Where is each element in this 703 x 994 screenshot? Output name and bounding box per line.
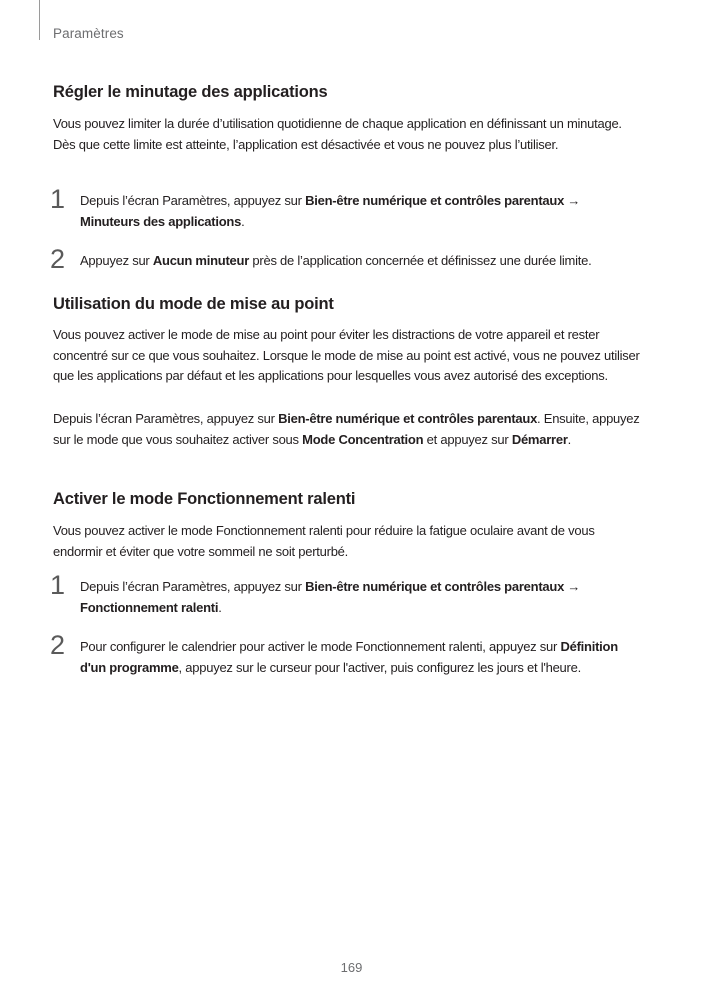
step-number: 2 <box>50 630 66 660</box>
section-intro-focus-mode: Vous pouvez activer le mode de mise au point pour éviter les distractions de votre appareil et rester concentré sur ce que vous souhaitez. Lorsque le mode de mise au point est activé, vous ne pouvez utiliser que les applications par défaut et les applications pour lesquelles vous avez autorisé des exceptions. <box>53 327 640 383</box>
section-title-bedtime-mode: Activer le mode Fonctionnement ralenti <box>53 490 356 508</box>
step-text: Depuis l’écran Paramètres, appuyez sur Bien-être numérique et contrôles parentaux → Fonctionnement ralenti. <box>80 579 581 615</box>
step-text: Pour configurer le calendrier pour activer le mode Fonctionnement ralenti, appuyez sur Définition d'un programme, appuyez sur le curseur pour l'activer, puis configurez les jours et l'heure. <box>80 639 618 675</box>
ui-label-focus-mode: Mode Concentration <box>302 431 424 447</box>
ui-label-app-timers: Minuteurs des applications <box>80 213 242 229</box>
ui-label-bedtime-mode: Fonctionnement ralenti <box>80 599 219 615</box>
header-rule <box>39 0 40 40</box>
section-para-focus-mode: Depuis l’écran Paramètres, appuyez sur Bien-être numérique et contrôles parentaux. Ensuite, appuyez sur le mode que vous souhaitez activer sous Mode Concentration et appuyez sur Démarrer. <box>53 411 640 447</box>
section-title-app-timers: Régler le minutage des applications <box>53 83 328 101</box>
ui-label-set-schedule: Définition d'un programme <box>80 639 618 675</box>
step-text: Appuyez sur Aucun minuteur près de l’application concernée et définissez une durée limite. <box>80 253 592 268</box>
running-header: Paramètres <box>53 26 124 41</box>
ui-label-start: Démarrer <box>511 431 568 447</box>
step-number: 1 <box>50 570 66 600</box>
ui-label-digital-wellbeing: Bien-être numérique et contrôles parentaux <box>305 193 565 208</box>
step-text: Depuis l’écran Paramètres, appuyez sur Bien-être numérique et contrôles parentaux → Minuteurs des applications. <box>80 193 581 229</box>
ui-label-digital-wellbeing: Bien-être numérique et contrôles parentaux <box>305 579 565 594</box>
page-number: 169 <box>340 960 363 975</box>
section-intro-bedtime-mode: Vous pouvez activer le mode Fonctionnement ralenti pour réduire la fatigue oculaire avant de vous endormir et éviter que votre sommeil ne soit perturbé. <box>53 523 595 559</box>
section-intro-app-timers: Vous pouvez limiter la durée d’utilisation quotidienne de chaque application en définissant un minutage. Dès que cette limite est atteinte, l’application est désactivée et vous ne pouvez plus l’utiliser. <box>53 116 622 152</box>
ui-label-no-timer: Aucun minuteur <box>152 253 250 268</box>
step-number: 1 <box>50 184 66 214</box>
ui-label-digital-wellbeing: Bien-être numérique et contrôles parentaux <box>278 411 538 426</box>
step-number: 2 <box>50 244 66 274</box>
section-title-focus-mode: Utilisation du mode de mise au point <box>53 295 334 313</box>
